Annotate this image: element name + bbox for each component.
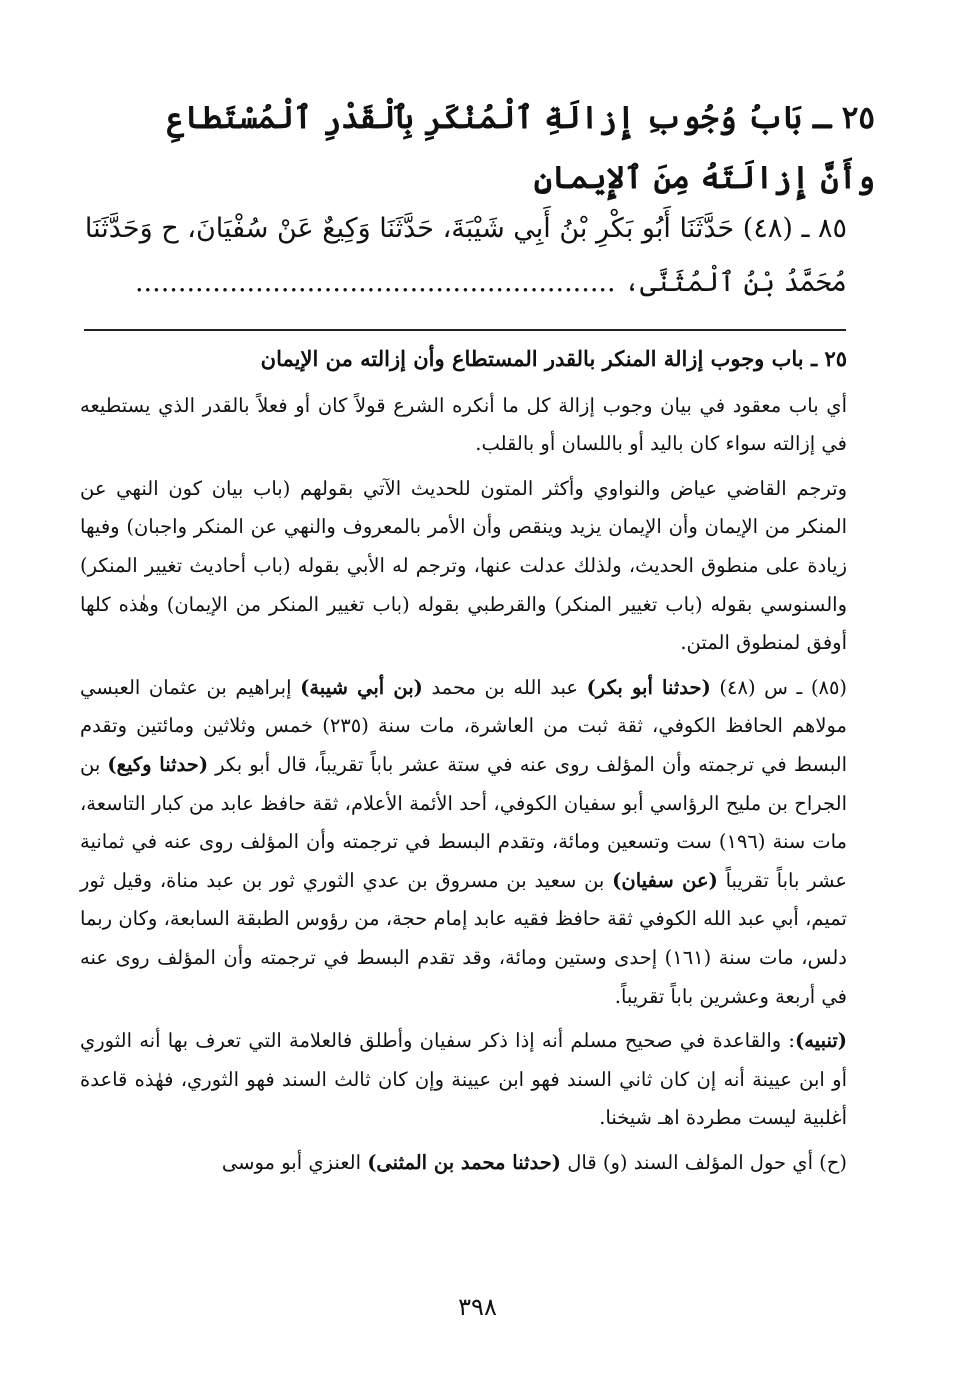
commentary-paragraph-3 bbox=[80, 669, 847, 1016]
narrator-quote: (حدثنا أبو بكر) bbox=[586, 675, 711, 699]
narrator-text: بن سعيد بن مسروق بن عدي الثوري ثور بن عبد مناة، وقيل ثور تميم، أبي عبد الله الكوفي ثقة حافظ فقيه عابد إمام حجة، من رؤوس الطبقة السابعة، وكان ربما دلس، مات سنة (١٦١) إحدى وستين ومائة، وقد تقدم البسط في ترجمته وأن المؤلف روى عنه في أربعة وعشرين باباً تقريباً. bbox=[80, 868, 847, 1008]
commentary-chapter-title: ٢٥ ـ باب وجوب إزالة المنكر بالقدر المستطاع وأن إزالته من الإيمان bbox=[260, 346, 847, 371]
narrator-quote: (حدثنا وكيع) bbox=[107, 752, 209, 776]
note-text: : والقاعدة في صحيح مسلم أنه إذا ذكر سفيان وأطلق فالعلامة التي تعرف بها أنه الثوري أو ابن عيينة أنه إن كان ثاني السند فهو ابن عيينة وإن كان ثالث السند فهو الثوري، فهٰذه قاعدة أغلبية ليست مطردة اهـ شيخنا. bbox=[80, 1029, 847, 1130]
hadith-line-1: ٨٥ ـ (٤٨) حَدَّثَنَا أَبُو بَكْرِ بْنُ أَبِي شَيْبَةَ، حَدَّثَنَا وَكِيعٌ عَنْ سُفْيَانَ، ح وَحَدَّثَنَا bbox=[84, 213, 847, 244]
note-text: (ح) أي حول المؤلف السند (و) قال bbox=[561, 1150, 847, 1174]
chapter-heading-line-2: وأَنَّ إِزالَتَهُ مِنَ ٱلإِيمانِ bbox=[533, 160, 875, 196]
narrator-quote: (حدثنا محمد بن المثنى) bbox=[367, 1150, 562, 1174]
commentary-paragraph-2: وترجم القاضي عياض والنواوي وأكثر المتون للحديث الآتي بقولهم (باب بيان كون النهي عن المنكر من الإيمان وأن الإيمان يزيد وينقص وأن الأمر بالمعروف والنهي عن المنكر واجبان) وفيها زيادة على منطوق الحديث، ولذلك عدلت عنها، وترجم له الأبي بقوله (باب أحاديث تغيير المنكر) والسنوسي بقوله (باب تغيير المنكر) والقرطبي بقوله (باب تغيير المنكر من الإيمان) وهٰذه كلها أوفق لمنطوق المتن. bbox=[80, 476, 847, 655]
narrator-text: عبد الله بن محمد bbox=[422, 675, 587, 699]
commentary bbox=[80, 340, 847, 1188]
narrator-quote: (عن سفيان) bbox=[612, 868, 718, 892]
note-label: (تنبيه) bbox=[795, 1029, 847, 1053]
commentary-paragraph-1: أي باب معقود في بيان وجوب إزالة كل ما أنكره الشرع قولاً كان أو فعلاً بالقدر الذي يستطيعه في إزالته سواء كان باليد أو باللسان أو بالقلب. bbox=[80, 393, 847, 456]
section-divider bbox=[84, 329, 846, 331]
chapter-heading-line-1: ٢٥ ـ بَابُ وُجُوبِ إِزالَةِ ٱلْمُنْكَرِ بِٱلْقَدْرِ ٱلْمُسْتَطاعِ bbox=[166, 100, 875, 136]
narrator-quote: (بن أبي شيبة) bbox=[300, 675, 423, 699]
narrator-text: إبراهيم بن عثمان العبسي مولاهم الحافظ الكوفي، ثقة ثبت من العاشرة، مات سنة (٢٣٥) خمس وثلاثين ومائتين وتقدم البسط في ترجمته وأن المؤلف روى عنه في ستة عشر باباً تقريباً، قال أبو بكر bbox=[80, 675, 848, 776]
hadith-line-2: مُحَمَّدُ بْنُ ٱلْمُثَنَّى، ........................................................ bbox=[134, 267, 847, 298]
chapter-heading bbox=[80, 88, 875, 208]
hadith-text bbox=[80, 202, 847, 310]
narrator-text: بن الجراح بن مليح الرؤاسي أبو سفيان الكوفي، أحد الأئمة الأعلام، ثقة حافظ عابد من كبار التاسعة، مات سنة (١٩٦) ست وتسعين ومائة، وتقدم البسط في ترجمته وأن المؤلف روى عنه في ثمانية عشر باباً تقريباً bbox=[80, 752, 847, 892]
note-text: العنزي أبو موسى bbox=[221, 1150, 368, 1174]
commentary-paragraph-5 bbox=[80, 1144, 847, 1183]
commentary-paragraph-4 bbox=[80, 1022, 847, 1138]
narrator-note-number: (٨٥) ـ س (٤٨) bbox=[710, 675, 848, 699]
page-number: ٣٩٨ bbox=[458, 1293, 497, 1321]
